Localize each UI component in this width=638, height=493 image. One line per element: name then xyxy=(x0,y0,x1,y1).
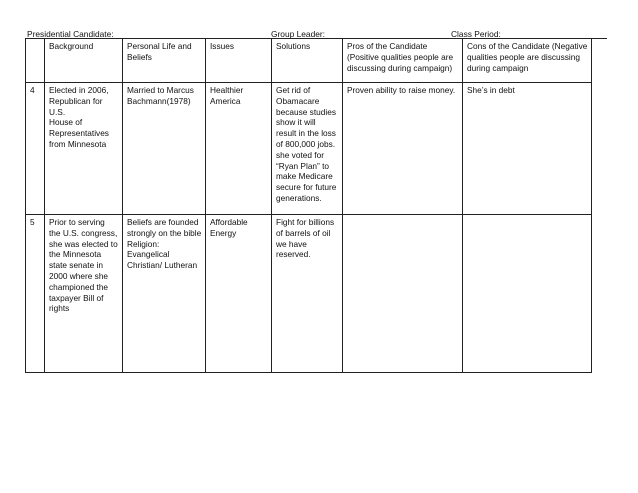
row-5-issues: Affordable Energy xyxy=(206,215,272,373)
header-cell-cons: Cons of the Candidate (Negative qualities people are discussing during campaign xyxy=(463,39,592,83)
row-4-cons: She’s in debt xyxy=(463,83,592,215)
row-4-solutions: Get rid of Obamacare because studies show it will result in the loss of 800,000 jobs. she voted for “Ryan Plan” to make Medicare secure for future generations. xyxy=(272,83,343,215)
row-5-background: Prior to serving the U.S. congress, she was elected to the Minnesota state senate in 2000 where she championed the taxpayer Bill of rights xyxy=(45,215,123,373)
class-period-label: Class Period: xyxy=(451,29,501,39)
row-5-number: 5 xyxy=(26,215,45,373)
row-5-pros xyxy=(343,215,463,373)
candidate-table xyxy=(25,38,592,373)
header-cell-number xyxy=(26,39,45,83)
row-4-pros: Proven ability to raise money. xyxy=(343,83,463,215)
row-5-personal-life: Beliefs are founded strongly on the bible Religion: Evangelical Christian/ Lutheran xyxy=(123,215,206,373)
row-4-personal-life: Married to Marcus Bachmann(1978) xyxy=(123,83,206,215)
header-cell-background: Background xyxy=(45,39,123,83)
group-leader-label: Group Leader: xyxy=(271,29,326,39)
header-cell-issues: Issues xyxy=(206,39,272,83)
row-4-number: 4 xyxy=(26,83,45,215)
row-5-solutions: Fight for billions of barrels of oil we have reserved. xyxy=(272,215,343,373)
candidate-label: Presidential Candidate: xyxy=(27,29,114,39)
row-4-background: Elected in 2006, Republican for U.S. House of Representatives from Minnesota xyxy=(45,83,123,215)
row-4-issues: Healthier America xyxy=(206,83,272,215)
header-cell-pros: Pros of the Candidate (Positive qualities people are discussing during campaign) xyxy=(343,39,463,83)
header-cell-solutions: Solutions xyxy=(272,39,343,83)
header-cell-personal-life: Personal Life and Beliefs xyxy=(123,39,206,83)
row-5-cons xyxy=(463,215,592,373)
